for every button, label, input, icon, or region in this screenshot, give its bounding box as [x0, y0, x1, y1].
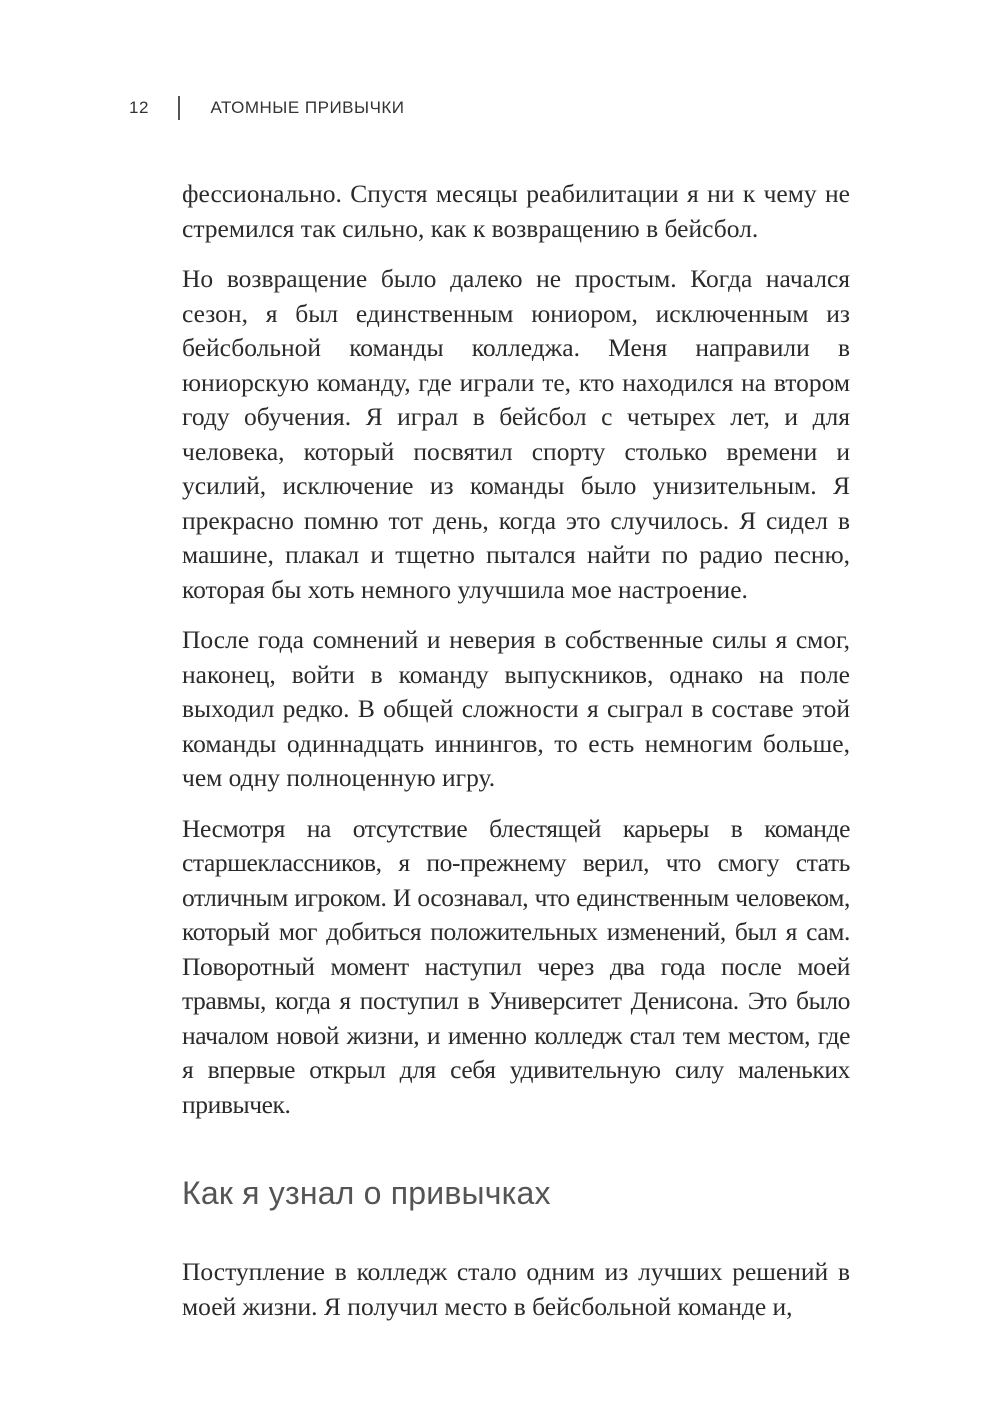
paragraph-3: После года сомнений и неверия в собственные силы я смог, наконец, войти в команду выпускников, однако на поле выходил редко. В общей сложности я сыграл в составе этой команды одиннадцать иннингов, то есть немногим больше, чем одну полноценную игру.: [182, 625, 850, 792]
paragraph-4: Несмотря на отсутствие блестящей карьеры в команде старшеклассников, я по-прежнему верил, что смогу стать отличным игроком. И осознавал, что единственным человеком, который мог добиться положительных изменений, был я сам. Поворотный момент наступил через два года после моей травмы, когда я поступил в Университет Денисона. Это было началом новой жизни, и именно колледж стал тем местом, где я впервые открыл для себя удивительную силу маленьких привычек.: [182, 813, 850, 1119]
header-divider: [178, 96, 180, 120]
page-body: [182, 170, 850, 1340]
section-paragraph-1: Поступление в колледж стало одним из лучших решений в моей жизни. Я получил место в бейсбольной команде и,: [182, 1257, 850, 1321]
running-head: [129, 96, 405, 120]
book-title: АТОМНЫЕ ПРИВЫЧКИ: [210, 98, 405, 117]
page-number: 12: [129, 98, 149, 117]
paragraph-2: Но возвращение было далеко не простым. Когда начался сезон, я был единственным юниором, исключенным из бейсбольной команды колледжа. Меня направили в юниорскую команду, где играли те, кто находился на втором году обучения. Я играл в бейсбол с четырех лет, и для человека, который посвятил спорту столько времени и усилий, исключение из команды было унизительным. Я прекрасно помню тот день, когда это случилось. Я сидел в машине, плакал и тщетно пытался найти по радио песню, которая бы хоть немного улучшила мое настроение.: [182, 264, 850, 604]
section-heading: Как я узнал о привычках: [182, 1175, 551, 1211]
paragraph-1: фессионально. Спустя месяцы реабилитации я ни к чему не стремился так сильно, как к возвращению в бейсбол.: [182, 179, 850, 243]
